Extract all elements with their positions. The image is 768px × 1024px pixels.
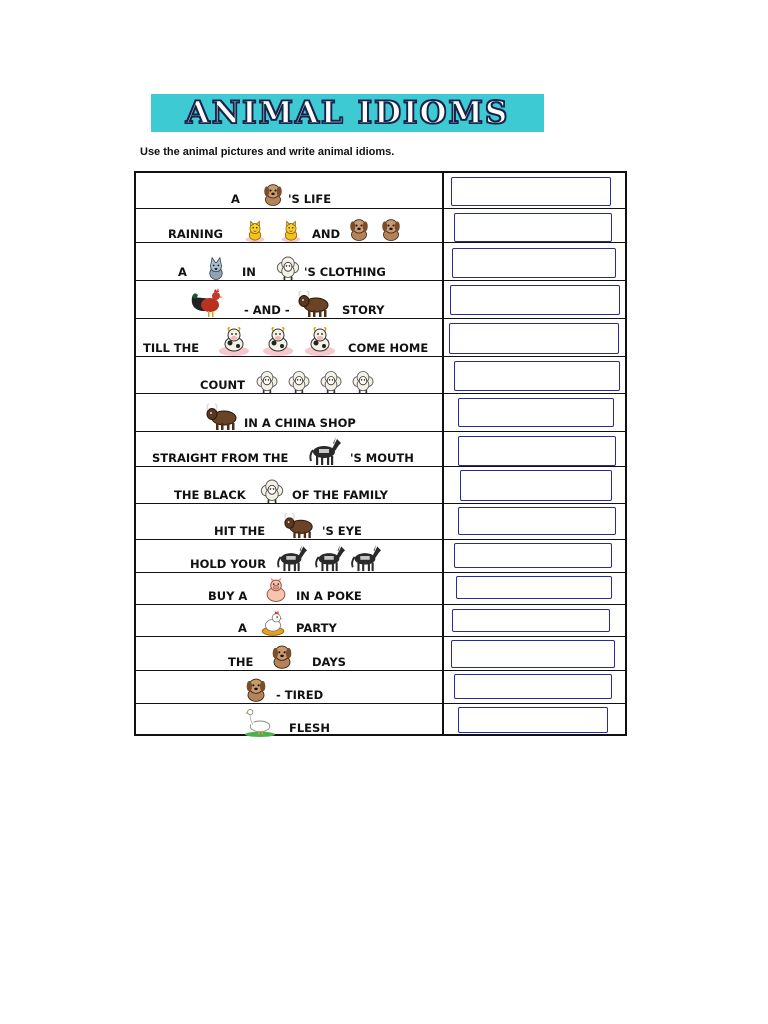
- sheep-icon: [348, 364, 378, 394]
- clue-word: THE BLACK: [174, 488, 246, 502]
- answer-box[interactable]: [452, 248, 616, 278]
- idiom-clue: [136, 432, 442, 467]
- dog-icon: [344, 213, 374, 243]
- clue-word: - TIRED: [276, 688, 324, 702]
- answer-box[interactable]: [450, 285, 620, 315]
- idiom-row: [136, 466, 625, 504]
- cow-icon: [302, 321, 338, 357]
- bull-icon: [282, 506, 316, 540]
- answer-box[interactable]: [458, 436, 616, 466]
- answer-box[interactable]: [451, 640, 615, 668]
- clue-word: AND: [312, 227, 341, 241]
- answer-box[interactable]: [454, 674, 612, 699]
- dog-icon: [266, 639, 298, 671]
- horse-icon: [348, 542, 382, 573]
- title-banner: [151, 94, 544, 132]
- clue-word: HIT THE: [214, 524, 266, 538]
- goose-icon: [244, 706, 276, 737]
- answer-box[interactable]: [458, 507, 616, 535]
- idiom-row: [136, 670, 625, 704]
- clue-word: PARTY: [296, 621, 337, 635]
- answer-box[interactable]: [454, 361, 620, 391]
- idiom-row: [136, 636, 625, 671]
- idiom-clue: [136, 173, 442, 208]
- idiom-row: [136, 431, 625, 467]
- sheep-icon: [252, 364, 282, 394]
- idiom-row: [136, 208, 625, 243]
- clue-word: HOLD YOUR: [190, 557, 267, 571]
- answer-box[interactable]: [451, 177, 611, 206]
- idiom-clue: [136, 704, 442, 737]
- clue-word: A: [178, 265, 187, 279]
- idiom-clue: [136, 243, 442, 281]
- sheep-icon: [316, 364, 346, 394]
- answer-box[interactable]: [454, 543, 612, 568]
- cow-icon: [260, 321, 296, 357]
- clue-word: IN A CHINA SHOP: [244, 416, 356, 430]
- clue-word: DAYS: [312, 655, 346, 669]
- dog-icon: [240, 673, 272, 704]
- clue-word: 'S EYE: [322, 524, 362, 538]
- idiom-clue: [136, 357, 442, 394]
- clue-word: A: [238, 621, 247, 635]
- horse-icon: [274, 542, 308, 573]
- idiom-clue: [136, 319, 442, 357]
- answer-box[interactable]: [460, 470, 612, 501]
- dog-icon: [258, 178, 288, 208]
- answer-box[interactable]: [449, 323, 619, 354]
- idiom-clue: [136, 605, 442, 637]
- dog-icon: [376, 213, 406, 243]
- clue-word: 'S MOUTH: [350, 451, 414, 465]
- bull-icon: [296, 283, 332, 319]
- horse-icon: [312, 542, 346, 573]
- answer-box[interactable]: [458, 707, 608, 733]
- answer-box[interactable]: [454, 213, 612, 242]
- idiom-row: [136, 539, 625, 573]
- idiom-clue: [136, 573, 442, 605]
- clue-word: 'S LIFE: [288, 192, 332, 206]
- cow-icon: [216, 321, 252, 357]
- clue-word: RAINING: [168, 227, 224, 241]
- idiom-clue: [136, 467, 442, 504]
- idiom-row: [136, 356, 625, 394]
- idiom-row: [136, 604, 625, 637]
- sheep-icon: [284, 364, 314, 394]
- idiom-row: [136, 393, 625, 432]
- clue-word: OF THE FAMILY: [292, 488, 388, 502]
- cat-icon: [278, 217, 304, 243]
- idiom-clue: [136, 504, 442, 540]
- clue-word: A: [231, 192, 240, 206]
- clue-word: - AND -: [244, 303, 290, 317]
- hen-icon: [258, 607, 288, 637]
- clue-word: COUNT: [200, 378, 246, 392]
- idiom-table: [134, 171, 627, 736]
- idiom-row: [136, 503, 625, 540]
- sheep-icon: [256, 472, 288, 504]
- answer-box[interactable]: [456, 576, 612, 599]
- bull-icon: [204, 396, 240, 432]
- clue-word: TILL THE: [143, 341, 200, 355]
- idiom-clue: [136, 394, 442, 432]
- clue-word: 'S CLOTHING: [304, 265, 386, 279]
- idiom-row: [136, 242, 625, 281]
- clue-word: THE: [228, 655, 254, 669]
- clue-word: STRAIGHT FROM THE: [152, 451, 289, 465]
- clue-word: FLESH: [289, 721, 330, 735]
- idiom-clue: [136, 671, 442, 704]
- rooster-icon: [188, 283, 224, 319]
- wolf-icon: [202, 253, 230, 281]
- idiom-clue: [136, 637, 442, 671]
- pig-icon: [260, 575, 292, 605]
- clue-word: IN A POKE: [296, 589, 362, 603]
- clue-word: COME HOME: [348, 341, 429, 355]
- cat-icon: [242, 217, 268, 243]
- idiom-clue: [136, 281, 442, 319]
- answer-box[interactable]: [458, 398, 614, 427]
- sheep-icon: [272, 249, 304, 281]
- idiom-row: [136, 318, 625, 357]
- clue-word: BUY A: [208, 589, 248, 603]
- clue-word: STORY: [342, 303, 385, 317]
- clue-word: IN: [242, 265, 256, 279]
- idiom-clue: [136, 209, 442, 243]
- idiom-row: [136, 173, 625, 208]
- idiom-row: [136, 572, 625, 605]
- answer-box[interactable]: [452, 609, 610, 632]
- horse-icon: [306, 434, 342, 467]
- instructions: Use the animal pictures and write animal idioms.: [140, 146, 395, 158]
- idiom-clue: [136, 540, 442, 573]
- worksheet-title: ANIMAL IDIOMS: [185, 95, 510, 131]
- idiom-row: [136, 703, 625, 737]
- idiom-row: [136, 280, 625, 319]
